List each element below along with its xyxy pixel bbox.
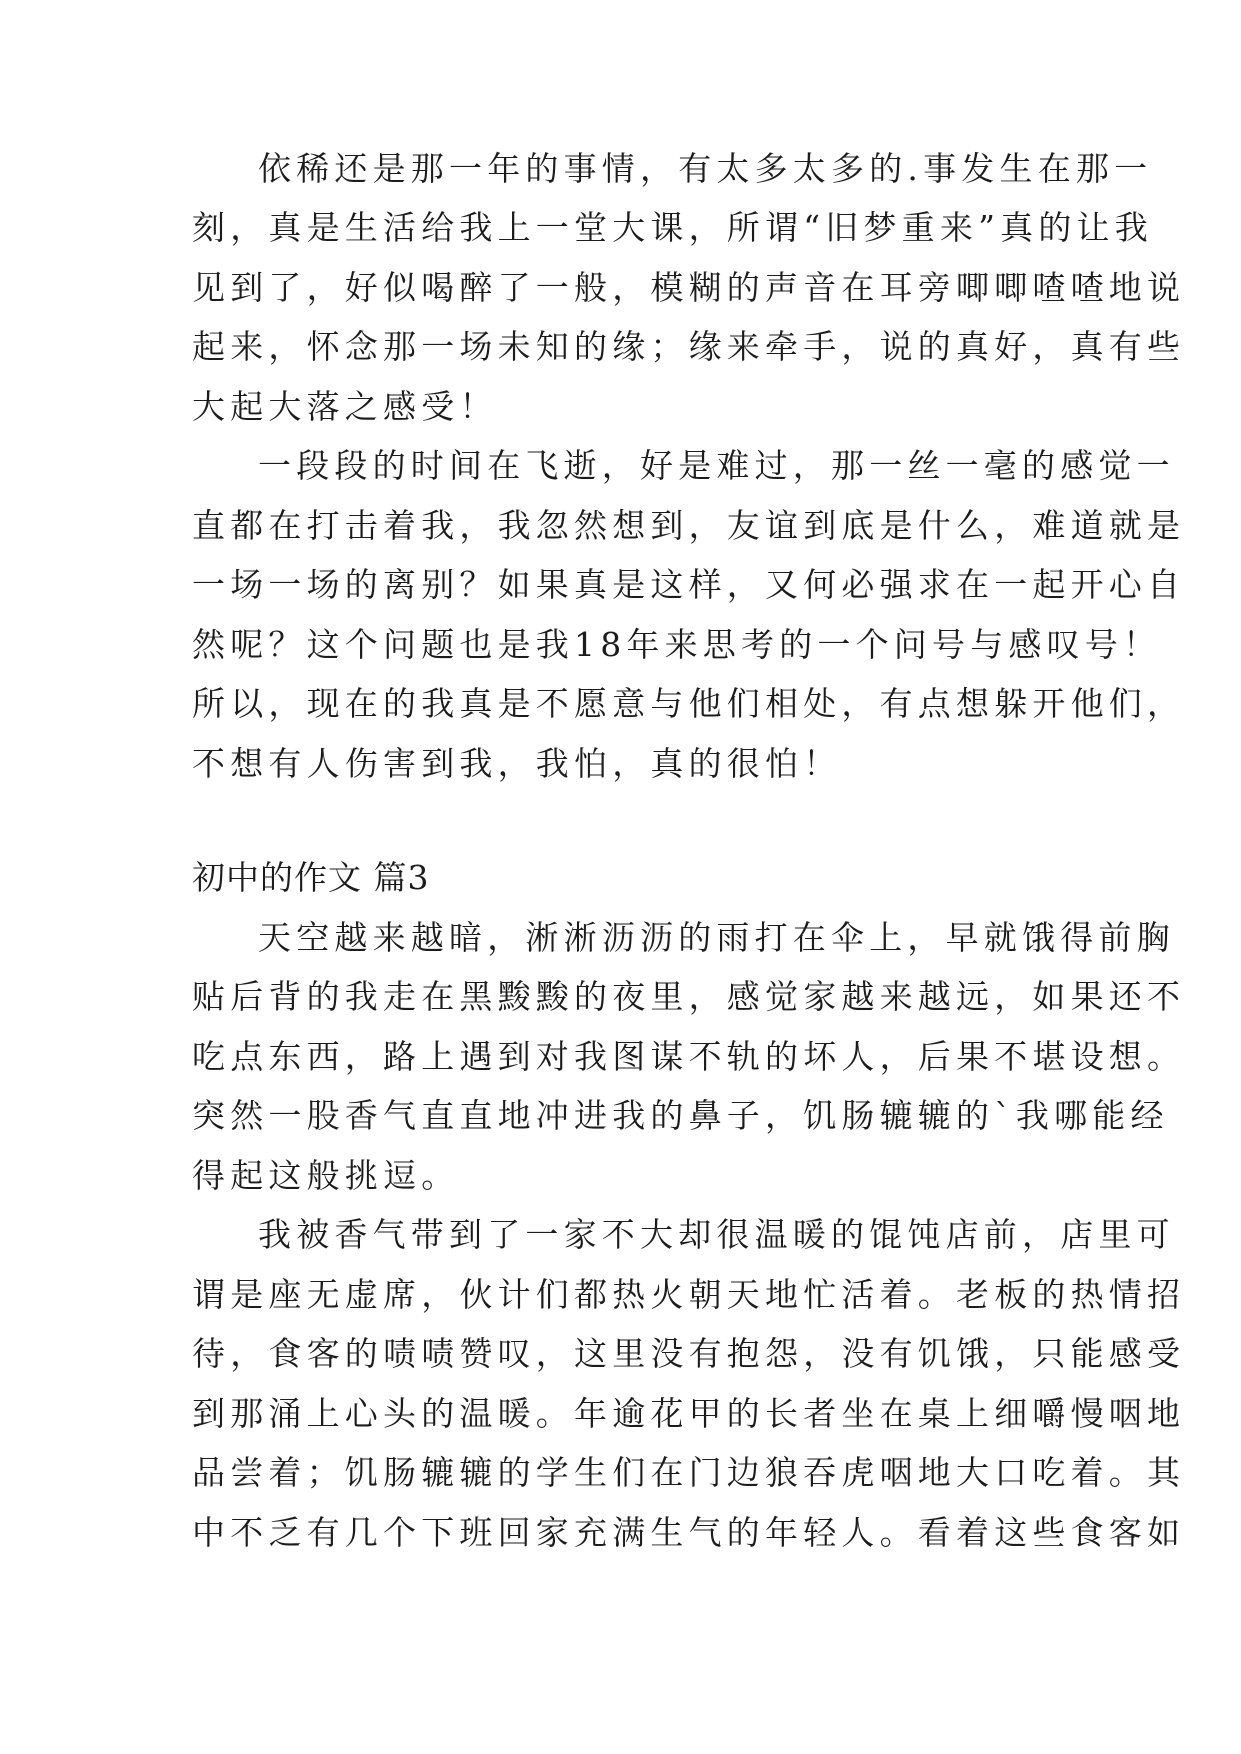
- paragraph-line: 大起大落之感受！: [192, 387, 498, 426]
- paragraph-line: 谓是座无虚席，伙计们都热火朝天地忙活着。老板的热情招: [192, 1275, 1186, 1314]
- paragraph-line: 然呢？这个问题也是我18年来思考的一个问号与感叹号！: [192, 625, 1162, 664]
- paragraph-line: 得起这般挑逗。: [192, 1156, 460, 1195]
- paragraph-line: 不想有人伤害到我，我怕，真的很怕！: [192, 744, 842, 783]
- paragraph-line: 品尝着；饥肠辘辘的学生们在门边狼吞虎咽地大口吃着。其: [192, 1453, 1186, 1492]
- paragraph-line: 一段段的时间在飞逝，好是难过，那一丝一毫的感觉一: [258, 446, 1175, 485]
- paragraph-line: 到那涌上心头的温暖。年逾花甲的长者坐在桌上细嚼慢咽地: [192, 1394, 1186, 1433]
- paragraph-line: 我被香气带到了一家不大却很温暖的馄饨店前，店里可: [258, 1215, 1175, 1254]
- paragraph-line: 直都在打击着我，我忽然想到，友谊到底是什么，难道就是: [192, 506, 1186, 545]
- paragraph-line: 见到了，好似喝醉了一般，模糊的声音在耳旁唧唧喳喳地说: [192, 268, 1186, 307]
- paragraph-line: 贴后背的我走在黑黢黢的夜里，感觉家越来越远，如果还不: [192, 977, 1186, 1016]
- paragraph-line: 所以，现在的我真是不愿意与他们相处，有点想躲开他们，: [192, 684, 1186, 723]
- paragraph-line: 一场一场的离别？如果真是这样，又何必强求在一起开心自: [192, 565, 1186, 604]
- paragraph-line: 待，食客的啧啧赞叹，这里没有抱怨，没有饥饿，只能感受: [192, 1334, 1186, 1373]
- paragraph-line: 依稀还是那一年的事情，有太多太多的.事发生在那一: [258, 149, 1153, 188]
- paragraph-line: 中不乏有几个下班回家充满生气的年轻人。看着这些食客如: [192, 1513, 1186, 1552]
- section-heading: 初中的作文 篇3: [192, 858, 430, 897]
- paragraph-line: 刻，真是生活给我上一堂大课，所谓“旧梦重来”真的让我: [192, 208, 1153, 247]
- paragraph-line: 起来，怀念那一场未知的缘；缘来牵手，说的真好，真有些: [192, 327, 1186, 366]
- paragraph-line: 吃点东西，路上遇到对我图谋不轨的坏人，后果不堪设想。: [192, 1037, 1186, 1076]
- paragraph-line: 突然一股香气直直地冲进我的鼻子，饥肠辘辘的`我哪能经: [192, 1096, 1169, 1135]
- paragraph-line: 天空越来越暗，淅淅沥沥的雨打在伞上，早就饿得前胸: [258, 918, 1175, 957]
